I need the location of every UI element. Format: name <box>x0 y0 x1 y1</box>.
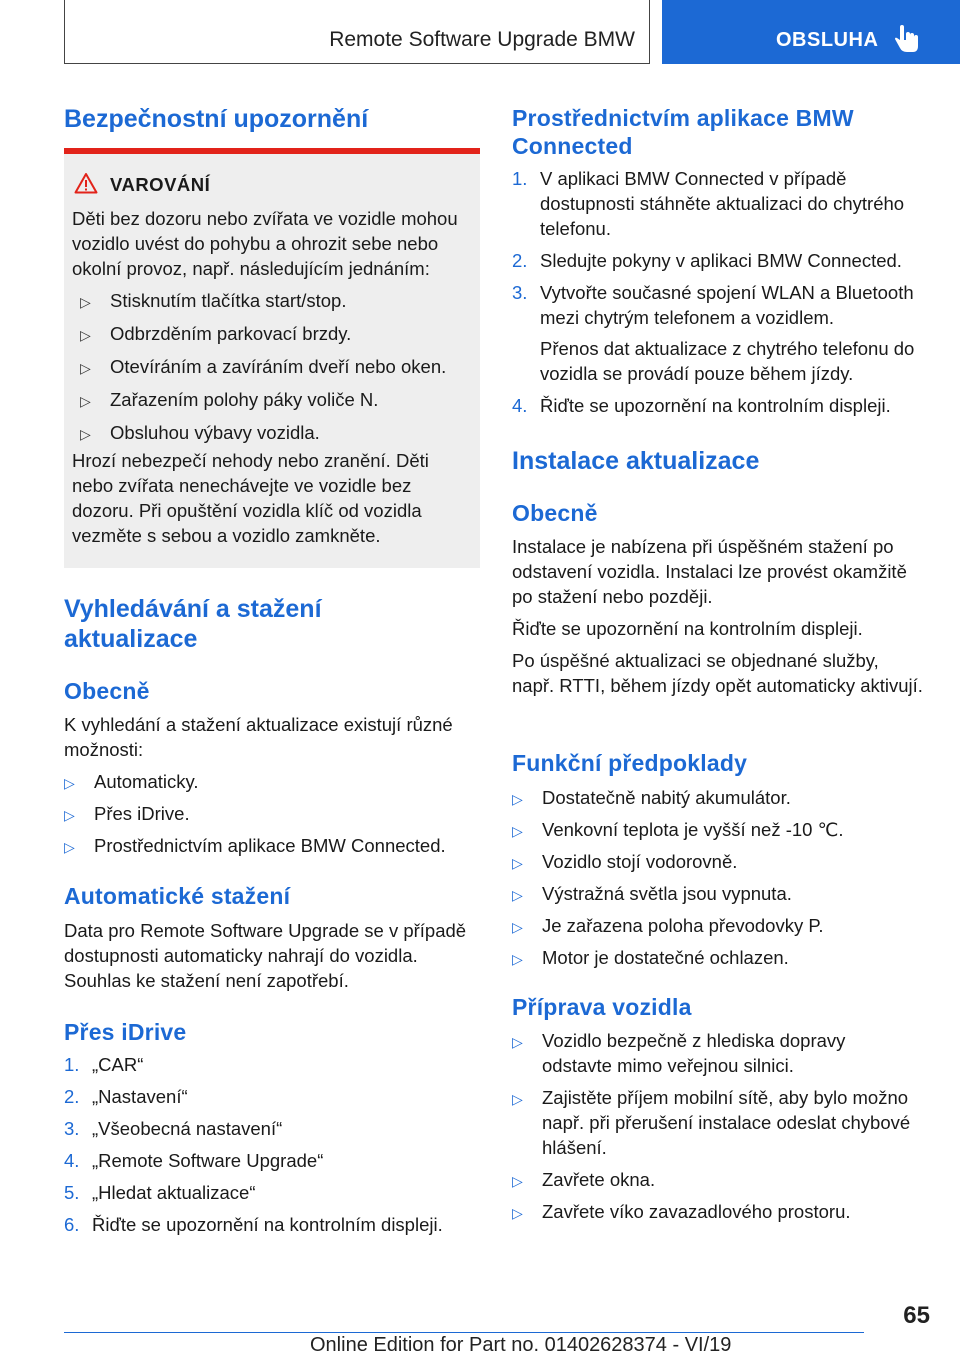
auto-download-text: Data pro Remote Software Upgrade se v případě dostupnosti automaticky nahrají do vozidla. Souhlas ke stažení není zapotřebí. <box>64 920 467 991</box>
list-item: ▷ Zavřete víko zavazadlového prostoru. <box>512 1199 912 1224</box>
triangle-bullet-icon: ▷ <box>80 426 91 442</box>
list-item: 3. „Všeobecná nastavení“ <box>64 1118 283 1139</box>
list-item: ▷ Je zařazena poloha převodovky P. <box>512 913 932 938</box>
triangle-bullet-icon: ▷ <box>512 1173 523 1189</box>
list-item: 1. „CAR“ <box>64 1054 144 1075</box>
list-item: ▷ Prostřednictvím aplikace BMW Connected. <box>64 833 480 858</box>
auto-download-heading: Automatické stažení <box>64 883 291 909</box>
list-item: ▷ Zavřete okna. <box>512 1167 912 1192</box>
list-item: 1. V aplikaci BMW Connected v případě dostupnosti stáhněte aktualizaci do chytrého telefonu. <box>512 168 905 239</box>
page-number: 65 <box>903 1302 930 1329</box>
footer-edition: Online Edition for Part no. 01402628374 - VI/19 <box>310 1334 732 1356</box>
list-item: 2. „Nastavení“ <box>64 1086 188 1107</box>
idrive-steps <box>64 1052 480 1237</box>
footer-divider <box>64 1332 864 1333</box>
install-paragraph: Instalace je nabízena při úspěšném stažení po odstavení vozidla. Instalaci lze provést okamžitě po stažení nebo později. <box>512 536 907 607</box>
prep-heading: Příprava vozidla <box>512 994 692 1020</box>
list-item: ▷ Výstražná světla jsou vypnuta. <box>512 881 932 906</box>
list-item: 5. „Hledat aktualizace“ <box>64 1182 256 1203</box>
prereq-heading: Funkční předpoklady <box>512 750 748 776</box>
install-paragraph: Po úspěšné aktualizaci se objednané služby, např. RTTI, během jízdy opět automaticky aktivují. <box>512 650 923 696</box>
list-item: 6. Řiďte se upozornění na kontrolním displeji. <box>64 1214 443 1235</box>
warning-label: VAROVÁNÍ <box>110 174 211 195</box>
header-title: Remote Software Upgrade BMW <box>329 28 635 51</box>
triangle-bullet-icon: ▷ <box>512 1091 523 1107</box>
general-intro: K vyhledání a stažení aktualizace existují různé možnosti: <box>64 714 453 760</box>
warning-triangle-icon <box>74 172 98 194</box>
install-general-heading: Obecně <box>512 500 598 526</box>
search-title: Vyhledávání a stažení aktualizace <box>64 595 322 653</box>
triangle-bullet-icon: ▷ <box>512 919 523 935</box>
page-header <box>0 0 960 66</box>
list-item: ▷ Obsluhou výbavy vozidla. <box>80 420 470 445</box>
step-note: Přenos dat aktualizace z chytrého telefonu do vozidla se provádí pouze během jízdy. <box>540 338 915 384</box>
list-item: ▷ Zajistěte příjem mobilní sítě, aby bylo možno např. při přerušení instalace odeslat chybové hlášení. <box>512 1087 911 1158</box>
triangle-bullet-icon: ▷ <box>80 327 91 343</box>
triangle-bullet-icon: ▷ <box>512 791 523 807</box>
list-item: ▷ Stisknutím tlačítka start/stop. <box>80 288 470 313</box>
warning-list <box>80 288 470 445</box>
list-item: 2. Sledujte pokyny v aplikaci BMW Connected. <box>512 250 902 271</box>
list-item: 3. Vytvořte současné spojení WLAN a Bluetooth mezi chytrým telefonem a vozidlem. Přenos dat aktualizace z chytrého telefonu do vozidla se provádí pouze během jízdy. <box>512 280 932 386</box>
app-heading: Prostřednictvím aplikace BMW Connected <box>512 105 854 159</box>
list-item: ▷ Venkovní teplota je vyšší než -10 ℃. <box>512 817 932 842</box>
triangle-bullet-icon: ▷ <box>512 951 523 967</box>
idrive-heading: Přes iDrive <box>64 1019 187 1045</box>
header-title-box <box>64 0 650 64</box>
list-item: ▷ Vozidlo stojí vodorovně. <box>512 849 932 874</box>
list-item: ▷ Dostatečně nabitý akumulátor. <box>512 785 932 810</box>
general-list <box>64 769 480 858</box>
list-item: ▷ Automaticky. <box>64 769 480 794</box>
warning-box <box>64 148 480 568</box>
prep-list <box>512 1028 912 1224</box>
list-item: ▷ Zařazením polohy páky voliče N. <box>80 387 470 412</box>
list-item: 4. „Remote Software Upgrade“ <box>64 1150 324 1171</box>
list-item: ▷ Vozidlo bezpečně z hlediska dopravy odstavte mimo veřejnou silnici. <box>512 1030 846 1076</box>
triangle-bullet-icon: ▷ <box>512 823 523 839</box>
safety-title: Bezpečnostní upozornění <box>64 105 369 133</box>
list-item: ▷ Otevíráním a zavíráním dveří nebo oken. <box>80 354 470 379</box>
chapter-tab <box>662 0 960 64</box>
hand-pointer-icon <box>894 24 920 54</box>
triangle-bullet-icon: ▷ <box>512 1205 523 1221</box>
warning-intro: Děti bez dozoru nebo zvířata ve vozidle mohou vozidlo uvést do pohybu a ohrozit sebe nebo okolní provoz, např. následujícím jednáním: <box>72 208 458 279</box>
list-item: 4. Řiďte se upozornění na kontrolním displeji. <box>512 395 891 416</box>
triangle-bullet-icon: ▷ <box>512 887 523 903</box>
triangle-bullet-icon: ▷ <box>80 393 91 409</box>
warning-bar <box>64 148 480 154</box>
triangle-bullet-icon: ▷ <box>64 807 75 823</box>
prereq-list <box>512 785 932 970</box>
list-item: ▷ Odbrzděním parkovací brzdy. <box>80 321 470 346</box>
install-paragraph: Řiďte se upozornění na kontrolním displeji. <box>512 618 863 639</box>
general-heading: Obecně <box>64 678 150 704</box>
triangle-bullet-icon: ▷ <box>80 360 91 376</box>
list-item: ▷ Přes iDrive. <box>64 801 480 826</box>
triangle-bullet-icon: ▷ <box>80 294 91 310</box>
list-item: ▷ Motor je dostatečné ochlazen. <box>512 945 932 970</box>
chapter-label: OBSLUHA <box>776 29 879 51</box>
triangle-bullet-icon: ▷ <box>512 1034 523 1050</box>
triangle-bullet-icon: ▷ <box>64 775 75 791</box>
triangle-bullet-icon: ▷ <box>512 855 523 871</box>
triangle-bullet-icon: ▷ <box>64 839 75 855</box>
install-title: Instalace aktualizace <box>512 447 760 475</box>
app-steps <box>512 166 932 418</box>
warning-outro: Hrozí nebezpečí nehody nebo zranění. Děti nebo zvířata nenechávejte ve vozidle bez dozoru. Při opuštění vozidla klíč od vozidla vezměte s sebou a vozidlo zamkněte. <box>72 450 429 546</box>
